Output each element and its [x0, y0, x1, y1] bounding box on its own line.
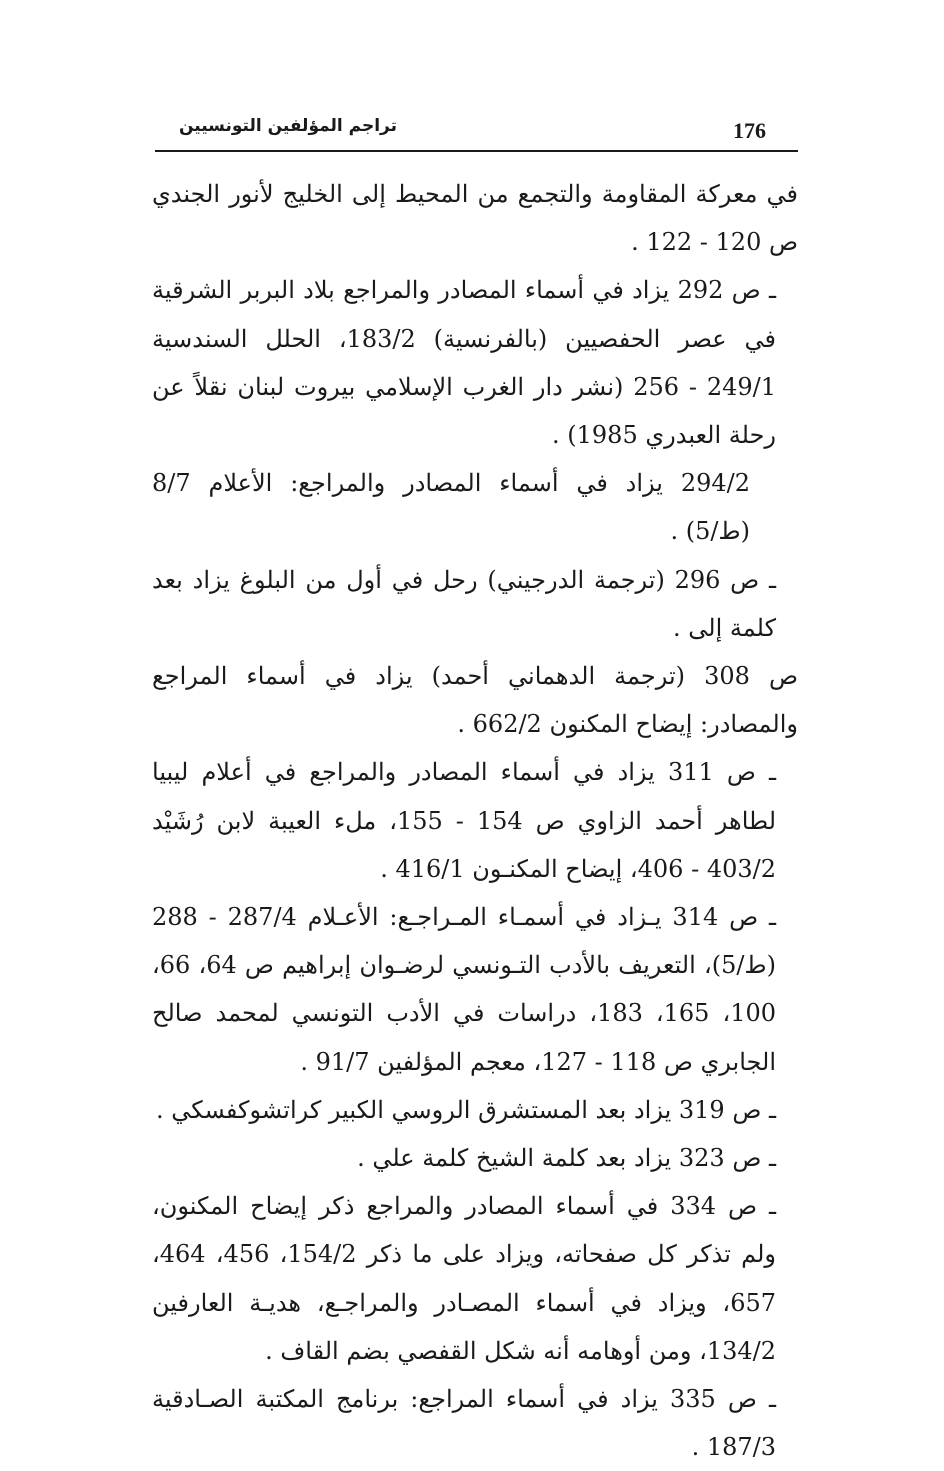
page-number: 176: [733, 118, 766, 143]
paragraph: ـ ص 323 يزاد بعد كلمة الشيخ كلمة علي .: [357, 1144, 776, 1173]
paragraph: ـ ص 335 يزاد في أسماء المراجع: برنامج المكتبة الصـادقية 187/3 .: [152, 1385, 776, 1462]
paragraph: ـ ص 314 يـزاد في أسمـاء المـراجـع: الأعـلام 287/4 - 288 (ط/5)، التعريف بالأدب التـونسي لرضـوان إبراهيم ص 64، 66، 100، 165، 183، دراسات في الأدب التونسي لمحمد صالح الجابري ص 118 - 127، معجم المؤلفين 91/7 .: [152, 903, 776, 1076]
paragraph: ص 308 (ترجمة الدهماني أحمد) يزاد في أسماء المراجع والمصادر: إيضاح المكنون 662/2 .: [152, 662, 798, 739]
paragraph: ـ ص 311 يزاد في أسماء المصادر والمراجع في أعلام ليبيا لطاهر أحمد الزاوي ص 154 - 155، ملء العيبة لابن رُشَيْد 403/2 - 406، إيضاح المكنـون 416/1 .: [152, 758, 777, 883]
running-title: تراجم المؤلفين التونسيين: [179, 116, 397, 136]
paragraph: 294/2 يزاد في أسماء المصادر والمراجع: الأعلام 8/7 (ط/5) .: [152, 469, 750, 546]
paragraph: ـ ص 319 يزاد بعد المستشرق الروسي الكبير كراتشوكفسكي .: [155, 1095, 776, 1124]
paragraph: في معركة المقاومة والتجمع من المحيط إلى الخليج لأنور الجندي ص 120 - 122 .: [152, 180, 798, 257]
paragraph: ـ ص 296 (ترجمة الدرجيني) رحل في أول من البلوغ يزاد بعد كلمة إلى .: [152, 565, 776, 642]
page-header: [155, 112, 798, 152]
paragraph: ـ ص 334 في أسماء المصادر والمراجع ذكر إيضاح المكنون، ولم تذكر كل صفحاته، ويزاد على ما ذكر 154/2، 456، 464، 657، ويزاد في أسماء المصـادر والمراجـع، هديـة العارفين 134/2، ومن أوهامه أنه شكل القفصي بضم القاف .: [152, 1192, 777, 1365]
paragraph: ـ ص 292 يزاد في أسماء المصادر والمراجع بلاد البربر الشرقية في عصر الحفصيين (بالفرنسية) 183/2، الحلل السندسية 249/1 - 256 (نشر دار الغرب الإسلامي بيروت لبنان نقلاً عن رحلة العبدري 1985) .: [152, 276, 776, 450]
body-text: [152, 170, 798, 1471]
